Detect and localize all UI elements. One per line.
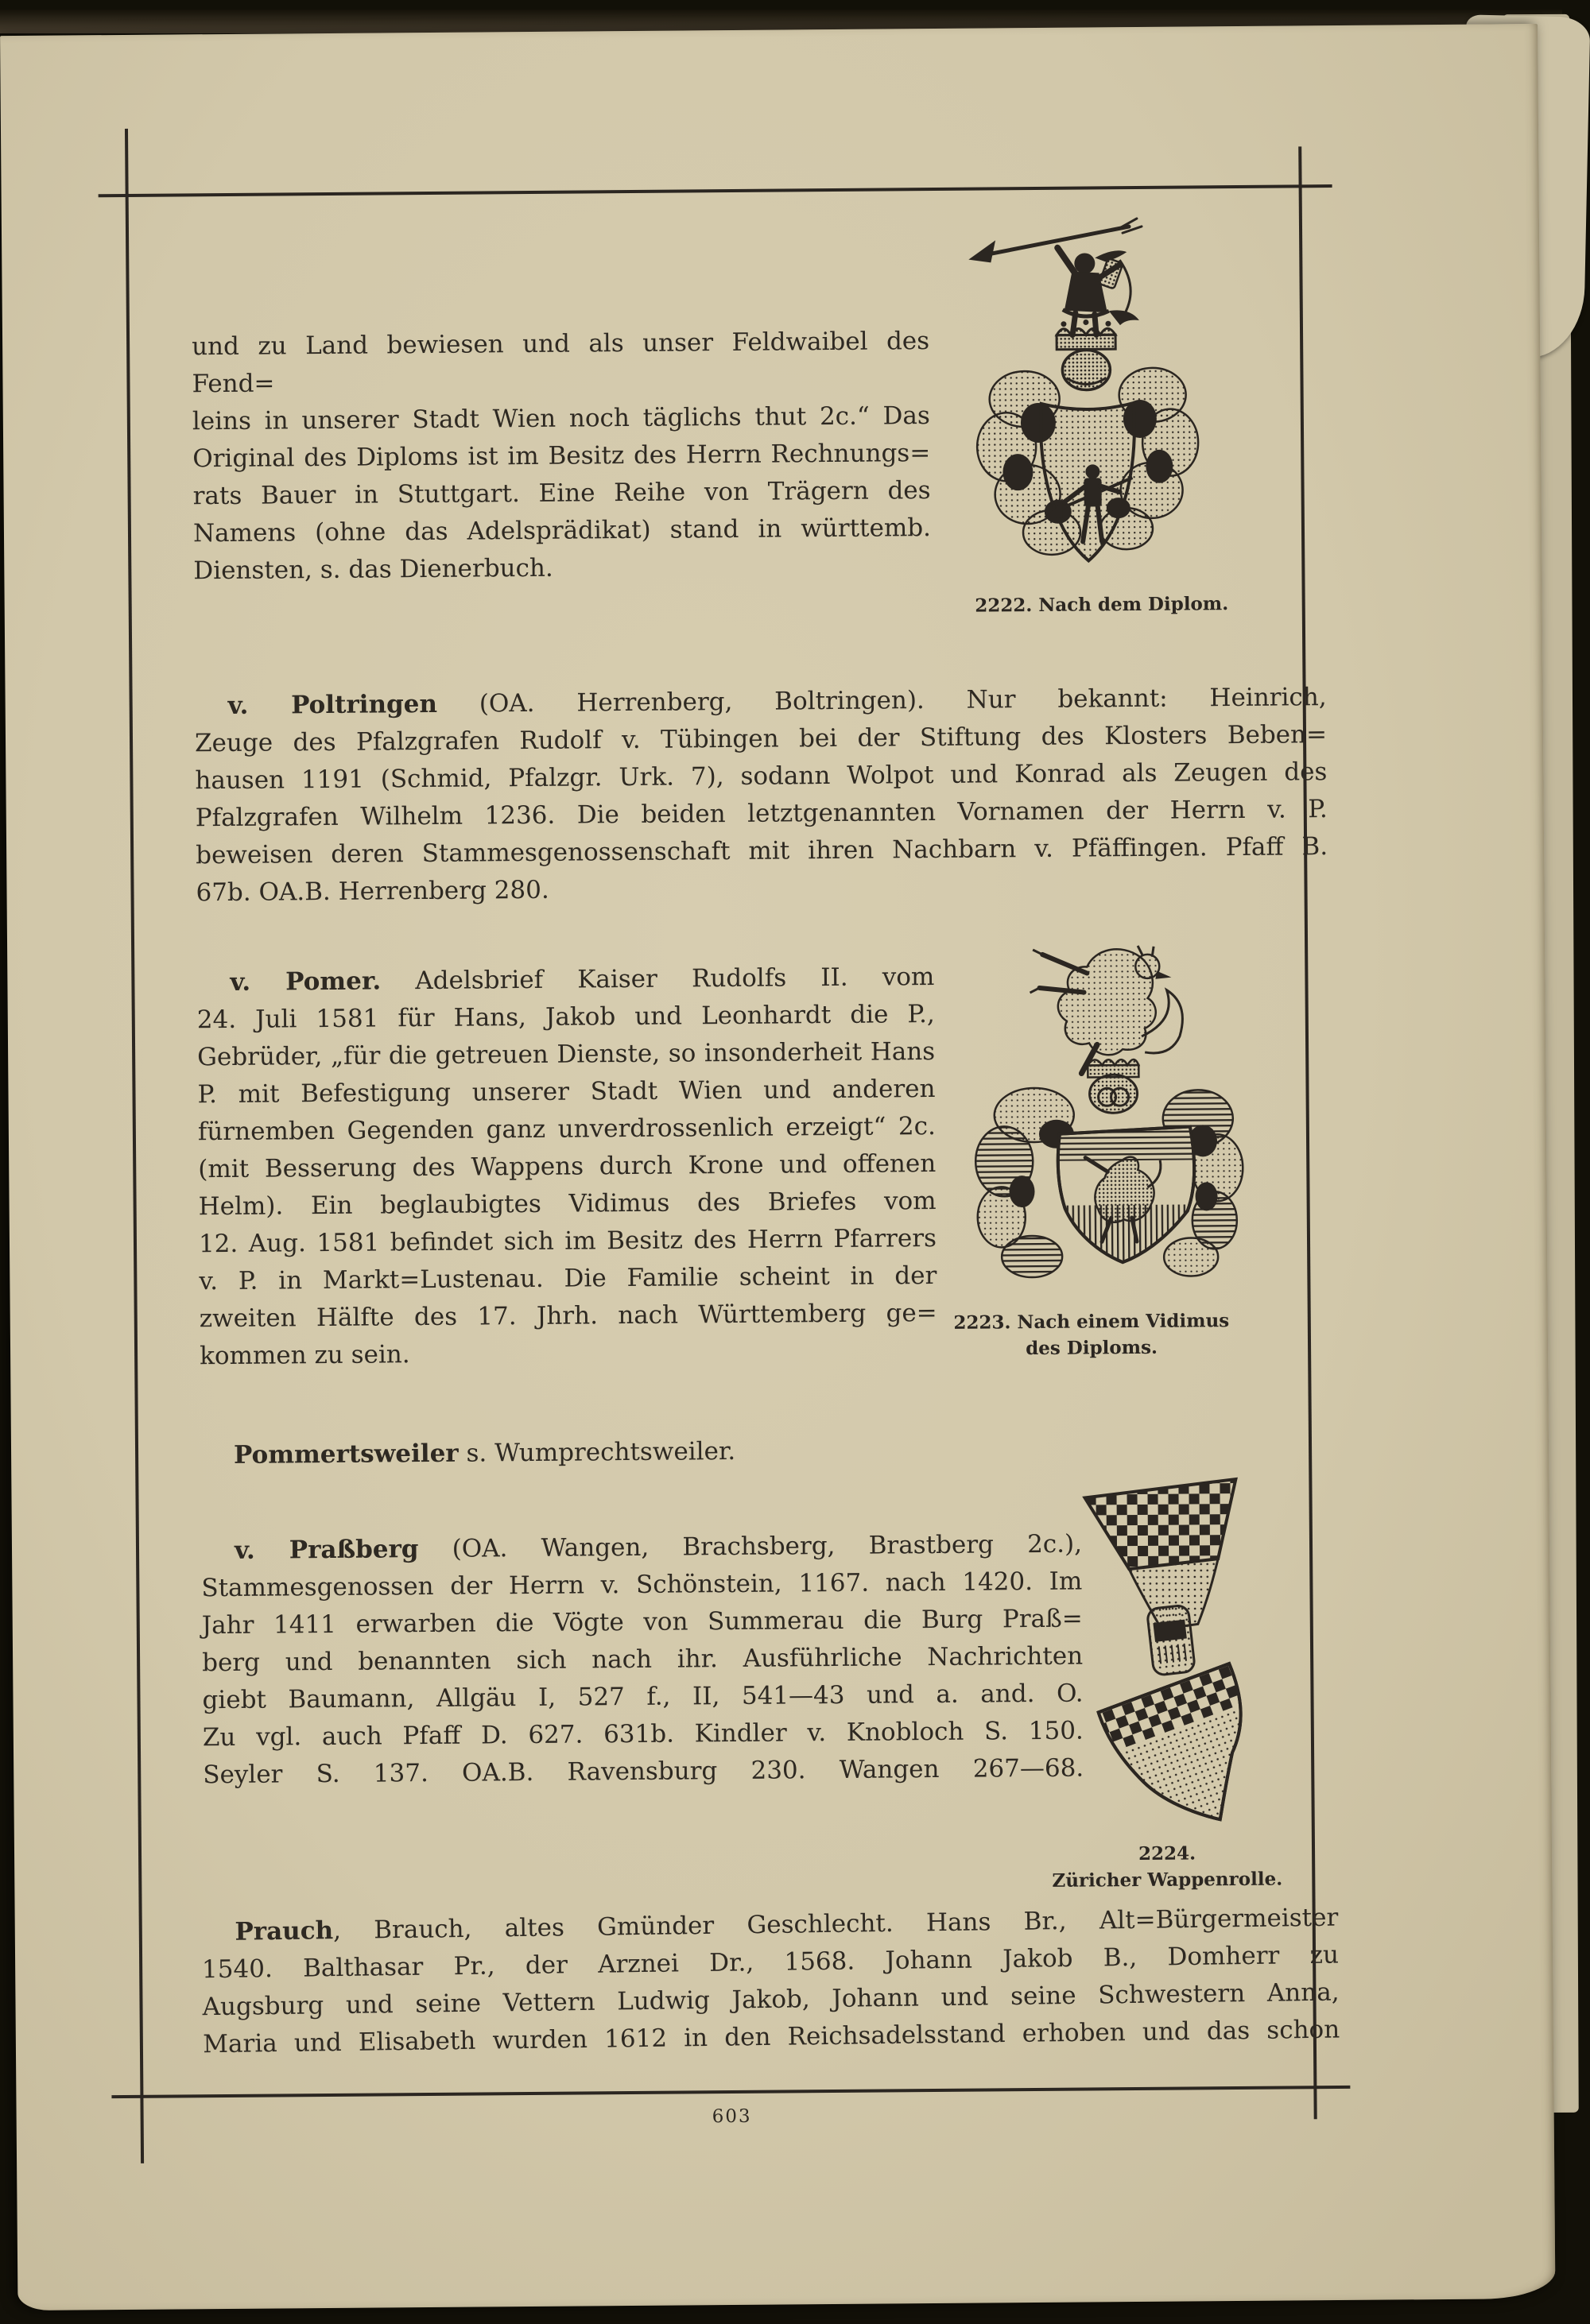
figure-caption-2222 bbox=[927, 591, 1277, 619]
paragraph-prassberg bbox=[201, 1526, 1084, 1795]
text-line bbox=[200, 1431, 938, 1474]
helmet bbox=[1089, 1075, 1137, 1113]
text-line: fürnemben Gegenden ganz unverdrossenlich erzeigt“ 2c. bbox=[197, 1111, 937, 1147]
text-line: v. P. in Markt=Lustenau. Die Familie scheint in der bbox=[199, 1261, 937, 1296]
coat-of-arms-2223-illustration bbox=[953, 924, 1251, 1300]
text-line: berg und benannten sich nach ihr. Ausführliche Nachrichten bbox=[202, 1641, 1084, 1678]
crest-lion bbox=[1030, 946, 1183, 1074]
paragraph-poltringen bbox=[195, 679, 1328, 912]
text-line: Helm). Ein beglaubigtes Vidimus des Briefes vom bbox=[198, 1186, 937, 1222]
coat-of-arms-2224-illustration bbox=[1065, 1473, 1266, 1844]
entry-text: s. Wumprechtsweiler. bbox=[458, 1436, 736, 1468]
text-line: Jahr 1411 erwarben die Vögte von Summerau die Burg Praß= bbox=[201, 1604, 1083, 1640]
figure-caption-2223 bbox=[917, 1307, 1267, 1362]
text-line: P. mit Befestigung unserer Stadt Wien und anderen bbox=[197, 1074, 936, 1110]
text-line: 1540. Balthasar Pr., der Arznei Dr., 1568. Johann Jakob B., Domherr zu bbox=[201, 1940, 1340, 1985]
text-line: 67b. OA.B. Herrenberg 280. bbox=[196, 875, 549, 908]
page-number: 603 bbox=[712, 2105, 752, 2128]
caption-line: 2224. bbox=[1138, 1842, 1196, 1865]
frame-rule-bottom bbox=[111, 2086, 1350, 2098]
caption-line: des Diploms. bbox=[1026, 1336, 1158, 1360]
book-page bbox=[0, 24, 1555, 2310]
text-line: und zu Land bewiesen und als unser Feldwaibel des Fend= bbox=[191, 327, 930, 399]
frame-rule-right bbox=[1298, 146, 1317, 2119]
caption-line: 2222. Nach dem Diplom. bbox=[975, 593, 1229, 617]
paragraph-pommertsweiler bbox=[200, 1431, 938, 1474]
frame-rule-top bbox=[99, 184, 1332, 197]
text-line bbox=[196, 959, 934, 1001]
text-line: leins in unserer Stadt Wien noch täglichs thut 2c.“ Das bbox=[192, 401, 930, 436]
text-line: 12. Aug. 1581 befindet sich im Besitz des Herrn Pfarrers bbox=[198, 1223, 937, 1259]
entry-heading: Prauch bbox=[235, 1916, 334, 1946]
entry-text: (OA. Herrenberg, Boltringen). Nur bekannt: Heinrich, bbox=[436, 683, 1327, 719]
caption-line: Züricher Wappenrolle. bbox=[1052, 1868, 1283, 1892]
text-line: Maria und Elisabeth wurden 1612 in den Reichsadelsstand erhoben und das schon bbox=[203, 2015, 1340, 2059]
text-line: 24. Juli 1581 für Hans, Jakob und Leonhardt die P., bbox=[196, 999, 935, 1035]
paragraph-prauch bbox=[201, 1900, 1340, 2064]
text-line: Diensten, s. das Dienerbuch. bbox=[193, 553, 553, 586]
crest-crown bbox=[1057, 320, 1115, 350]
entry-text: Adelsbrief Kaiser Rudolfs II. vom bbox=[381, 962, 935, 996]
crest-moor-figure bbox=[1057, 247, 1139, 335]
text-line: beweisen deren Stammesgenossenschaft mit ihren Nachbarn v. Pfäffingen. Pfaff B. bbox=[196, 832, 1328, 870]
entry-text: (OA. Wangen, Brachsberg, Brastberg 2c.), bbox=[418, 1529, 1083, 1564]
text-line: Stammesgenossen der Herrn v. Schönstein, 1167. nach 1420. Im bbox=[201, 1567, 1083, 1603]
coat-of-arms-2222-illustration bbox=[964, 213, 1217, 600]
text-line: Augsburg und seine Vettern Ludwig Jakob, Johann und seine Schwestern Anna, bbox=[202, 1977, 1340, 2022]
frame-rule-left bbox=[125, 129, 144, 2163]
text-line: zweiten Hälfte des 17. Jhrh. nach Württemberg ge= bbox=[199, 1298, 937, 1334]
text-line: Original des Diploms ist im Besitz des Herrn Rechnungs= bbox=[192, 439, 931, 474]
text-line: kommen zu sein. bbox=[199, 1340, 410, 1371]
entry-heading: v. Praßberg bbox=[234, 1535, 419, 1565]
helmet bbox=[1062, 350, 1110, 389]
entry-heading: Pommertsweiler bbox=[233, 1439, 459, 1470]
barrel-helmet bbox=[1146, 1605, 1195, 1675]
text-line: Namens (ohne das Adelsprädikat) stand in württemb. bbox=[192, 513, 932, 548]
text-line: Pfalzgrafen Wilhelm 1236. Die beiden letztgenannten Vornamen der Herrn v. P. bbox=[195, 795, 1328, 833]
caption-line: 2223. Nach einem Vidimus bbox=[953, 1310, 1230, 1334]
paragraph-intro bbox=[192, 323, 932, 590]
paragraph-pomer bbox=[196, 959, 937, 1375]
entry-heading: v. Poltringen bbox=[227, 689, 438, 720]
text-line: (mit Besserung des Wappens durch Krone und offenen bbox=[198, 1148, 937, 1184]
text-line: Seyler S. 137. OA.B. Ravensburg 230. Wangen 267—68. bbox=[203, 1753, 1084, 1790]
text-line: giebt Baumann, Allgäu I, 527 f., II, 541—43 und a. and. O. bbox=[202, 1679, 1084, 1715]
figure-caption-2224 bbox=[992, 1839, 1343, 1894]
entry-text: , Brauch, altes Gmünder Geschlecht. Hans Br., Alt=Bürgermeister bbox=[332, 1903, 1339, 1946]
text-line: hausen 1191 (Schmid, Pfalzgr. Urk. 7), sodann Wolpot und Konrad als Zeugen des bbox=[195, 757, 1328, 796]
text-line: rats Bauer in Stuttgart. Eine Reihe von Trägern des bbox=[192, 476, 931, 511]
text-line: Zeuge des Pfalzgrafen Rudolf v. Tübingen bei der Stiftung des Klosters Beben= bbox=[194, 720, 1328, 758]
text-line: Zu vgl. auch Pfaff D. 627. 631b. Kindler v. Knobloch S. 150. bbox=[202, 1716, 1084, 1753]
text-line: Gebrüder, „für die getreuen Dienste, so insonderheit Hans bbox=[197, 1036, 936, 1072]
entry-heading: v. Pomer. bbox=[230, 966, 382, 997]
